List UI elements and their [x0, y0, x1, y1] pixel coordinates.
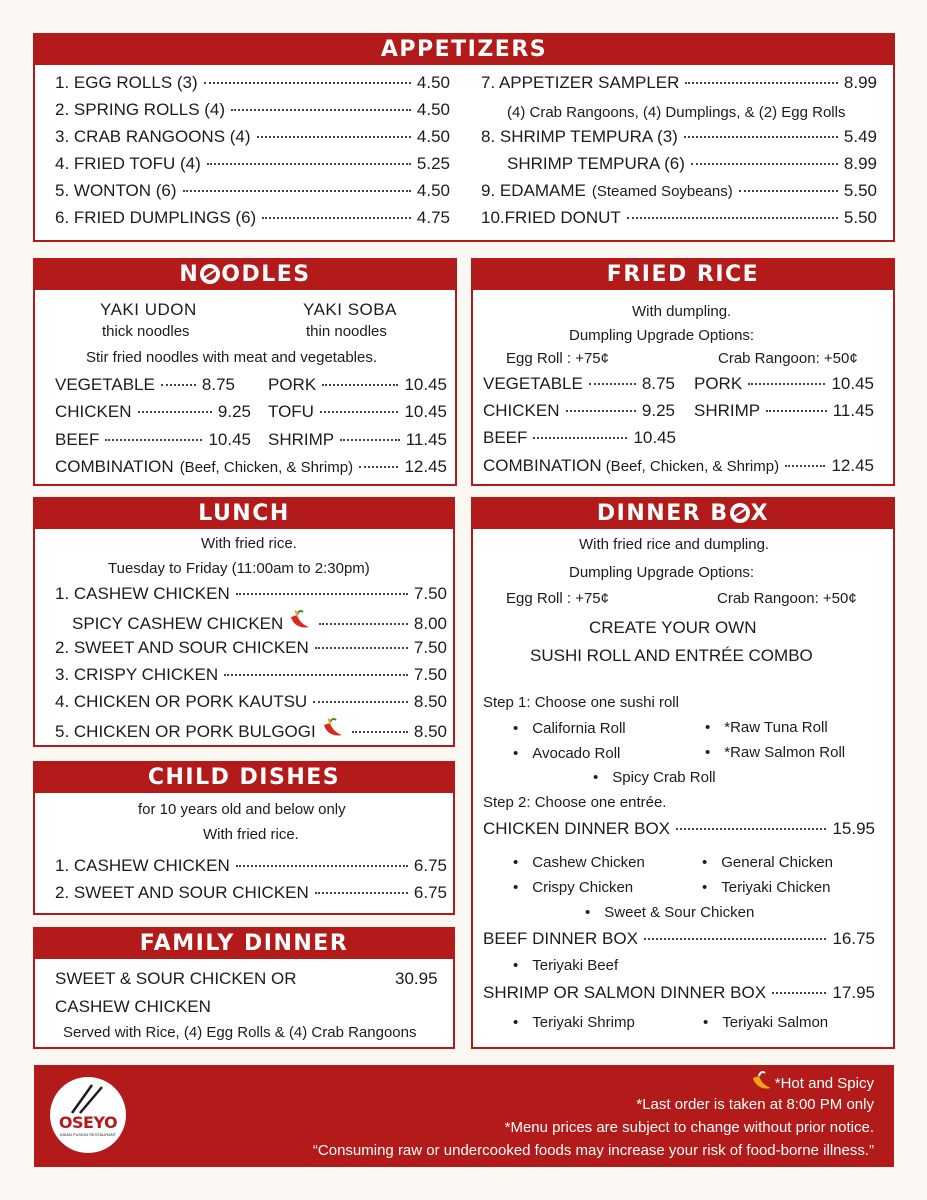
last-order-note: *Last order is taken at 8:00 PM only — [636, 1096, 874, 1113]
menu-item: PORK 10.45 — [268, 375, 447, 394]
noodles-desc: Stir fried noodles with meat and vegetables. — [86, 349, 377, 366]
menu-item: SHRIMP TEMPURA (6) 8.99 — [507, 154, 877, 173]
menu-item: COMBINATION (Beef, Chicken, & Shrimp) 12.45 — [55, 457, 447, 476]
child-with: With fried rice. — [203, 826, 299, 843]
menu-item: SHRIMP 11.45 — [694, 401, 874, 420]
menu-item: 2. SWEET AND SOUR CHICKEN 7.50 — [55, 638, 447, 657]
dinner-box-title: DINNER B X — [473, 499, 893, 529]
menu-item: SPICY CASHEW CHICKEN 8.00 — [72, 611, 447, 634]
menu-item: 10.FRIED DONUT 5.50 — [481, 208, 877, 227]
noodles-title: N ODLES — [35, 260, 455, 290]
menu-item: 1. EGG ROLLS (3) 4.50 — [55, 73, 450, 92]
menu-item: 5. WONTON (6) 4.50 — [55, 181, 450, 200]
chili-icon — [287, 611, 313, 629]
menu-item: VEGETABLE 8.75 — [483, 374, 675, 393]
lunch-title: LUNCH — [35, 499, 453, 529]
menu-item: VEGETABLE 8.75 — [55, 375, 235, 394]
child-note: for 10 years old and below only — [138, 801, 346, 818]
dinner-egg: Egg Roll : +75¢ — [506, 590, 609, 607]
roll-option: • *Raw Salmon Roll — [705, 744, 845, 761]
family-line2: CASHEW CHICKEN — [55, 997, 211, 1016]
menu-item: 3. CRISPY CHICKEN 7.50 — [55, 665, 447, 684]
chili-icon — [320, 719, 346, 737]
create-line1: CREATE YOUR OWN — [589, 618, 757, 637]
create-line2: SUSHI ROLL AND ENTRÉE COMBO — [530, 646, 813, 665]
menu-item: 5. CHICKEN OR PORK BULGOGI 8.50 — [55, 719, 447, 742]
lunch-days: Tuesday to Friday (11:00am to 2:30pm) — [108, 560, 370, 577]
fried-rice-egg: Egg Roll : +75¢ — [506, 350, 609, 367]
family-served: Served with Rice, (4) Egg Rolls & (4) Crab Rangoons — [63, 1024, 417, 1041]
hot-spicy-note: *Hot and Spicy — [749, 1072, 874, 1092]
menu-item: 4. CHICKEN OR PORK KAUTSU 8.50 — [55, 692, 447, 711]
menu-item: SHRIMP 11.45 — [268, 430, 447, 449]
entree-option: • General Chicken — [702, 854, 833, 871]
family-title: FAMILY DINNER — [35, 929, 453, 959]
family-price: 30.95 — [395, 969, 438, 988]
fried-rice-title: FRIED RICE — [473, 260, 893, 290]
fried-rice-upgrade: Dumpling Upgrade Options: — [569, 327, 755, 344]
menu-item: 8. SHRIMP TEMPURA (3) 5.49 — [481, 127, 877, 146]
sushi-icon — [200, 264, 220, 284]
menu-item: 2. SWEET AND SOUR CHICKEN 6.75 — [55, 883, 447, 902]
menu-item: 1. CASHEW CHICKEN 6.75 — [55, 856, 447, 875]
family-line1: SWEET & SOUR CHICKEN OR — [55, 969, 297, 988]
menu-item: BEEF 10.45 — [55, 430, 251, 449]
roll-option: • Avocado Roll — [513, 745, 620, 762]
menu-item: 3. CRAB RANGOONS (4) 4.50 — [55, 127, 450, 146]
chili-icon — [749, 1072, 775, 1090]
restaurant-logo — [50, 1077, 126, 1153]
menu-item: 2. SPRING ROLLS (4) 4.50 — [55, 100, 450, 119]
menu-item: 6. FRIED DUMPLINGS (6) 4.75 — [55, 208, 450, 227]
fried-rice-with: With dumpling. — [632, 303, 732, 320]
entree-option: • Sweet & Sour Chicken — [585, 904, 754, 921]
fried-rice-crab: Crab Rangoon: +50¢ — [718, 350, 858, 367]
raw-food-warning: “Consuming raw or undercooked foods may increase your risk of food-borne illness.” — [312, 1142, 874, 1159]
step1-label: Step 1: Choose one sushi roll — [483, 694, 679, 711]
appetizers-section — [33, 33, 895, 242]
menu-item: 1. CASHEW CHICKEN 7.50 — [55, 584, 447, 603]
entree-option: • Crispy Chicken — [513, 879, 633, 896]
menu-item: SHRIMP OR SALMON DINNER BOX 17.95 — [483, 983, 875, 1002]
udon-sub: thick noodles — [102, 323, 190, 340]
family-dinner-section — [33, 927, 455, 1049]
menu-item: CHICKEN DINNER BOX 15.95 — [483, 819, 875, 838]
soba-label: YAKI SOBA — [303, 300, 397, 319]
child-title: CHILD DISHES — [35, 763, 453, 793]
soba-sub: thin noodles — [306, 323, 387, 340]
entree-option: • Teriyaki Chicken — [702, 879, 830, 896]
menu-item: PORK 10.45 — [694, 374, 874, 393]
sampler-desc: (4) Crab Rangoons, (4) Dumplings, & (2) Egg Rolls — [507, 104, 846, 121]
roll-option: • Spicy Crab Roll — [593, 769, 716, 786]
dinner-crab: Crab Rangoon: +50¢ — [717, 590, 857, 607]
sushi-icon — [730, 503, 750, 523]
noodles-section — [33, 258, 457, 486]
step2-label: Step 2: Choose one entrée. — [483, 794, 667, 811]
menu-item: 9. EDAMAME (Steamed Soybeans) 5.50 — [481, 181, 877, 200]
udon-label: YAKI UDON — [100, 300, 197, 319]
lunch-with: With fried rice. — [201, 535, 297, 552]
dinner-box-section — [471, 497, 895, 1049]
menu-item: 7. APPETIZER SAMPLER 8.99 — [481, 73, 877, 92]
dinner-with: With fried rice and dumpling. — [579, 536, 770, 553]
menu-item: TOFU 10.45 — [268, 402, 447, 421]
roll-option: • *Raw Tuna Roll — [705, 719, 828, 736]
roll-option: • California Roll — [513, 720, 626, 737]
entree-option: • Cashew Chicken — [513, 854, 645, 871]
child-dishes-section — [33, 761, 455, 915]
entree-option: • Teriyaki Salmon — [703, 1014, 828, 1031]
menu-item: CHICKEN 9.25 — [55, 402, 251, 421]
entree-option: • Teriyaki Beef — [513, 957, 618, 974]
logo-subtext: ASIAN FUSION RESTAURANT — [59, 1132, 117, 1137]
menu-item: BEEF DINNER BOX 16.75 — [483, 929, 875, 948]
menu-item: BEEF 10.45 — [483, 428, 676, 447]
logo-text: OSEYO — [58, 1113, 118, 1132]
menu-item: CHICKEN 9.25 — [483, 401, 675, 420]
lunch-section — [33, 497, 455, 747]
menu-item: 4. FRIED TOFU (4) 5.25 — [55, 154, 450, 173]
price-change-note: *Menu prices are subject to change without prior notice. — [504, 1119, 874, 1136]
menu-item: COMBINATION (Beef, Chicken, & Shrimp) 12.45 — [483, 456, 874, 475]
entree-option: • Teriyaki Shrimp — [513, 1014, 635, 1031]
appetizers-title: APPETIZERS — [35, 35, 893, 65]
fried-rice-section — [471, 258, 895, 486]
footer — [34, 1065, 894, 1167]
dinner-upgrade: Dumpling Upgrade Options: — [569, 564, 755, 581]
